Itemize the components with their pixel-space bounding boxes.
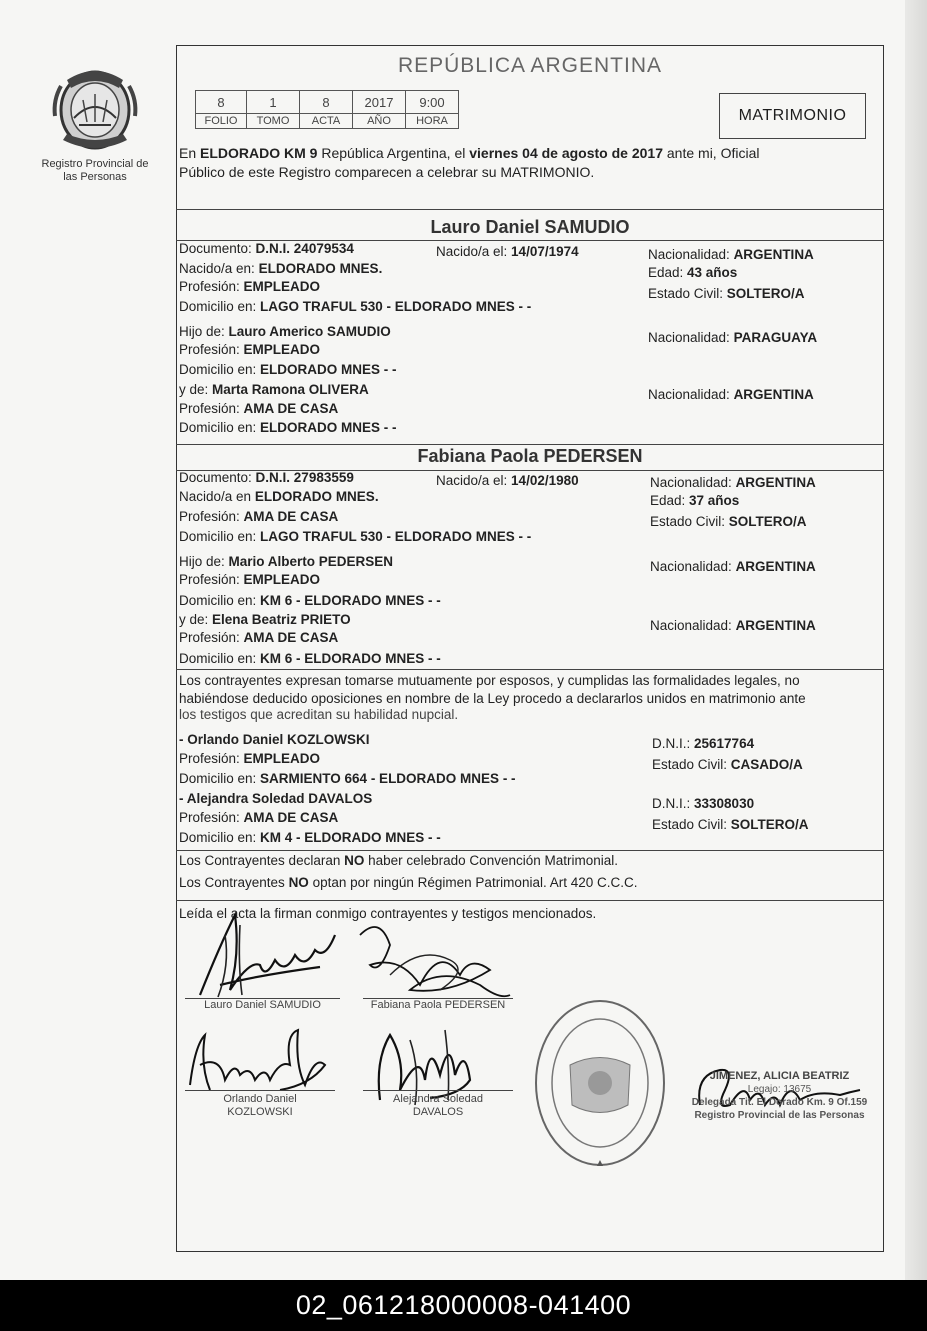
spouse2-mother: y de: Elena Beatriz PRIETO (179, 612, 351, 627)
spouse1-father-address: Domicilio en: ELDORADO MNES - - (179, 362, 397, 377)
spouse2-name: Fabiana Paola PEDERSEN (417, 446, 643, 466)
closing-statement: Leída el acta la firman conmigo contrayentes y testigos mencionados. (179, 906, 597, 921)
signature-lauro-samudio (180, 905, 350, 1005)
witness1-dni: D.N.I.: 25617764 (652, 736, 755, 751)
folio-label: FOLIO (196, 114, 247, 129)
spouse1-name: Lauro Daniel SAMUDIO (430, 217, 630, 237)
spouse1-father-nationality: Nacionalidad: PARAGUAYA (648, 330, 818, 345)
spouse2-father: Hijo de: Mario Alberto PEDERSEN (179, 554, 394, 569)
spouse2-mother-address: Domicilio en: KM 6 - ELDORADO MNES - - (179, 651, 441, 666)
convention-line-1: Los Contrayentes declaran NO haber celebrado Convención Matrimonial. (179, 853, 618, 868)
declaration-line-2: habiéndose deducido oposiciones en nombre de la Ley procedo a declararlos unidos en matrimonio ante (179, 691, 806, 706)
anio-label: AÑO (353, 114, 406, 129)
witness2-address: Domicilio en: KM 4 - ELDORADO MNES - - (179, 830, 441, 845)
hora-value: 9:00 (406, 91, 459, 114)
acta-label: ACTA (300, 114, 353, 129)
footer-code: 02_061218000008-041400 (0, 1280, 927, 1331)
declaration-line-1: Los contrayentes expresan tomarse mutuamente por esposos, y cumplidas las formalidades legales, no (179, 673, 800, 688)
intro-line-2: Público de este Registro comparecen a celebrar su MATRIMONIO. (179, 164, 595, 180)
anio-value: 2017 (353, 91, 406, 114)
divider (176, 444, 884, 445)
spouse2-profession: Profesión: AMA DE CASA (179, 509, 339, 524)
witness2-profession: Profesión: AMA DE CASA (179, 810, 339, 825)
spouse2-nationality: Nacionalidad: ARGENTINA (650, 475, 816, 490)
witness2-civil-status: Estado Civil: SOLTERO/A (652, 817, 809, 832)
spouse2-father-address: Domicilio en: KM 6 - ELDORADO MNES - - (179, 593, 441, 608)
signature-line (185, 1090, 335, 1091)
official-caption: JIMENEZ, ALICIA BEATRIZ Legajo: 13675 Delegada Tit. El Dorado Km. 9 Of.159 Registro Provincial de las Personas (691, 1070, 868, 1121)
tomo-value: 1 (247, 91, 300, 114)
provincial-seal-icon (49, 60, 141, 152)
acta-value: 8 (300, 91, 353, 114)
spouse2-father-nationality: Nacionalidad: ARGENTINA (650, 559, 816, 574)
declaration-line-3: los testigos que acreditan su habilidad nupcial. (179, 707, 459, 722)
spouse2-age: Edad: 37 años (650, 493, 740, 508)
country-title: REPÚBLICA ARGENTINA (397, 54, 663, 77)
spouse2-father-profession: Profesión: EMPLEADO (179, 572, 321, 587)
spouse1-mother-profession: Profesión: AMA DE CASA (179, 401, 339, 416)
page-edge (905, 0, 927, 1280)
witness2-dni: D.N.I.: 33308030 (652, 796, 755, 811)
spouse1-documento: Documento: D.N.I. 24079534 (179, 241, 354, 256)
spouse1-mother-address: Domicilio en: ELDORADO MNES - - (179, 420, 397, 435)
witness1-civil-status: Estado Civil: CASADO/A (652, 757, 803, 772)
official-stamp (530, 995, 670, 1175)
witness1-address: Domicilio en: SARMIENTO 664 - ELDORADO MNES - - (179, 771, 516, 786)
spouse1-mother: y de: Marta Ramona OLIVERA (179, 382, 369, 397)
spouse2-birthplace: Nacido/a en ELDORADO MNES. (179, 489, 379, 504)
divider (176, 209, 884, 210)
signature-line (363, 1090, 513, 1091)
spouse1-mother-nationality: Nacionalidad: ARGENTINA (648, 387, 814, 402)
tomo-label: TOMO (247, 114, 300, 129)
divider (176, 669, 884, 670)
signature-orlando-kozlowski (180, 1025, 340, 1100)
spouse1-address: Domicilio en: LAGO TRAFUL 530 - ELDORADO MNES - - (179, 299, 532, 314)
spouse1-age: Edad: 43 años (648, 265, 738, 280)
spouse2-birthdate: Nacido/a el: 14/02/1980 (436, 473, 579, 488)
spouse1-civil-status: Estado Civil: SOLTERO/A (648, 286, 805, 301)
document-type-box: MATRIMONIO (719, 93, 866, 139)
spouse2-mother-nationality: Nacionalidad: ARGENTINA (650, 618, 816, 633)
convention-line-2: Los Contrayentes NO optan por ningún Régimen Patrimonial. Art 420 C.C.C. (179, 875, 638, 890)
signature-caption-1: Lauro Daniel SAMUDIO (204, 999, 321, 1011)
signature-caption-4: Alejandra Soledad DAVALOS (393, 1093, 483, 1118)
spouse2-mother-profession: Profesión: AMA DE CASA (179, 630, 339, 645)
signature-caption-2: Fabiana Paola PEDERSEN (370, 999, 506, 1011)
spouse1-father: Hijo de: Lauro Americo SAMUDIO (179, 324, 391, 339)
registry-name: Registro Provincial de las Personas (41, 158, 149, 183)
witness1-name: - Orlando Daniel KOZLOWSKI (179, 732, 370, 747)
spouse1-nationality: Nacionalidad: ARGENTINA (648, 247, 814, 262)
spouse2-address: Domicilio en: LAGO TRAFUL 530 - ELDORADO MNES - - (179, 529, 532, 544)
spouse1-profession: Profesión: EMPLEADO (179, 279, 321, 294)
divider (176, 850, 884, 851)
hora-label: HORA (406, 114, 459, 129)
folio-value: 8 (196, 91, 247, 114)
spouse1-father-profession: Profesión: EMPLEADO (179, 342, 321, 357)
intro-line-1: En ELDORADO KM 9 República Argentina, el viernes 04 de agosto de 2017 ante mi, Oficial (179, 145, 760, 161)
spouse1-birthdate: Nacido/a el: 14/07/1974 (436, 244, 579, 259)
spouse2-documento: Documento: D.N.I. 27983559 (179, 470, 354, 485)
record-table (195, 90, 459, 129)
witness2-name: - Alejandra Soledad DAVALOS (179, 791, 373, 806)
divider (176, 900, 884, 901)
spouse2-civil-status: Estado Civil: SOLTERO/A (650, 514, 807, 529)
spouse1-birthplace: Nacido/a en: ELDORADO MNES. (179, 261, 383, 276)
signature-caption-3: Orlando Daniel KOZLOWSKI (223, 1093, 297, 1118)
registry-logo (40, 60, 150, 184)
witness1-profession: Profesión: EMPLEADO (179, 751, 321, 766)
